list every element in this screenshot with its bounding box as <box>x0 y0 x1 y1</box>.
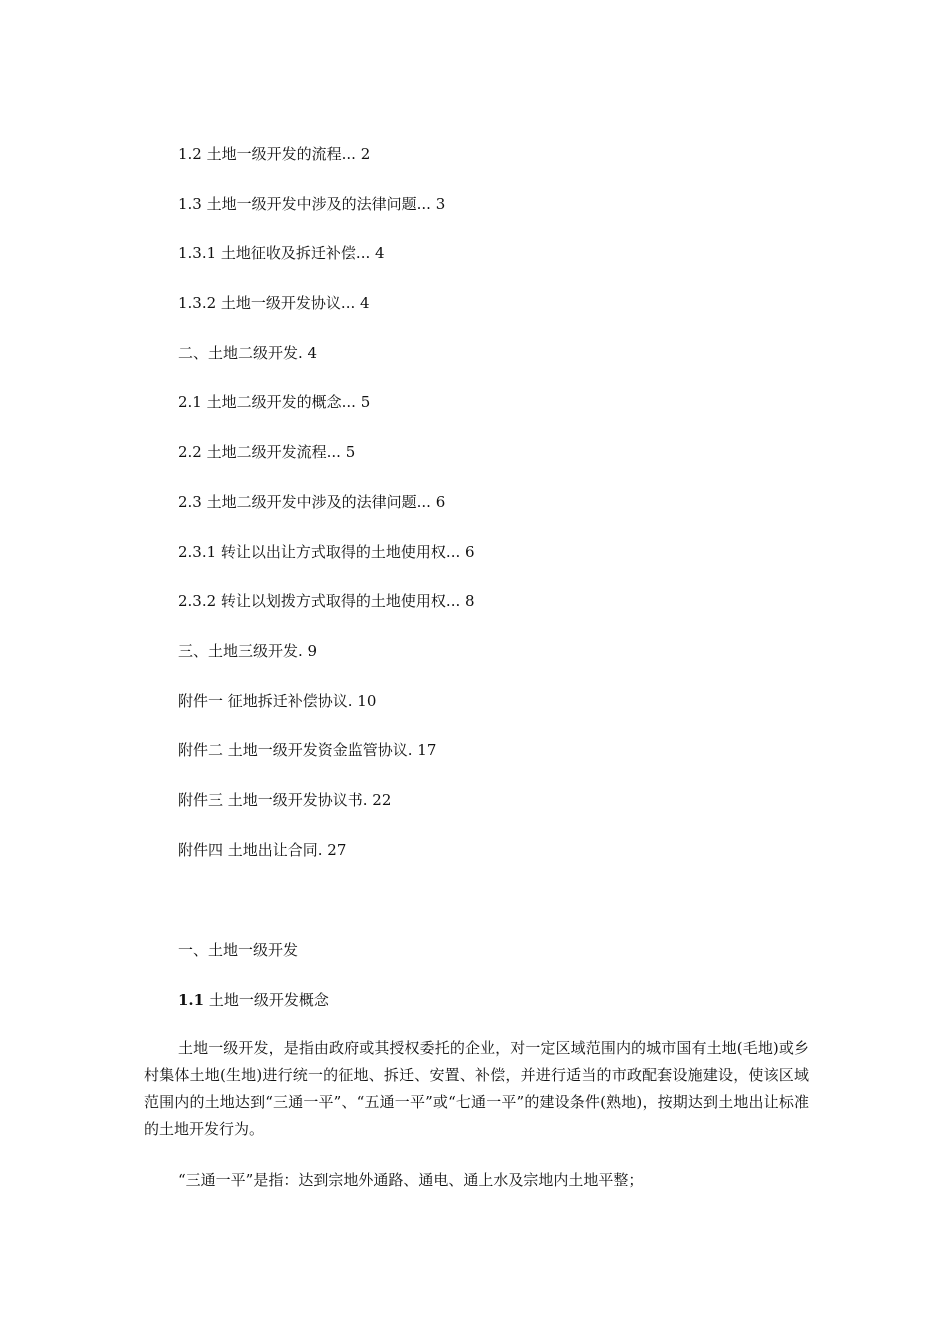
document-body <box>144 937 809 1194</box>
toc-entry: 1.3.1 土地征收及拆迁补偿... 4 <box>178 244 385 263</box>
toc-entry: 附件四 土地出让合同. 27 <box>178 840 347 859</box>
toc-entry: 附件二 土地一级开发资金监管协议. 17 <box>178 741 437 760</box>
toc-entry: 2.3.2 转让以划拨方式取得的土地使用权... 8 <box>178 592 475 611</box>
section-number: 1.1 <box>178 991 205 1009</box>
toc-entry: 1.2 土地一级开发的流程... 2 <box>178 145 371 163</box>
section-heading <box>178 987 809 1013</box>
three-connections-paragraph: “三通一平”是指：达到宗地外通路、通电、通上水及宗地内土地平整； <box>178 1171 644 1189</box>
toc-entry: 2.1 土地二级开发的概念... 5 <box>178 393 371 412</box>
toc-entry: 1.3 土地一级开发中涉及的法律问题... 3 <box>178 194 446 213</box>
toc-entry: 二、土地二级开发. 4 <box>178 343 318 362</box>
toc-entry: 2.2 土地二级开发流程... 5 <box>178 443 356 462</box>
toc-entry: 2.3.1 转让以出让方式取得的土地使用权... 6 <box>178 542 475 561</box>
definition-paragraph: 土地一级开发，是指由政府或其授权委托的企业，对一定区域范围内的城市国有土地(毛地)或乡村集体土地(生地)进行统一的征地、拆迁、安置、补偿，并进行适当的市政配套设施建设，使该区域范围内的土地达到“三通一平”、“五通一平”或“七通一平”的建设条件(熟地)，按期达到土地出让标准的土地开发行为。 <box>144 1039 809 1138</box>
section-title: 土地一级开发概念 <box>204 991 329 1009</box>
toc-entry: 2.3 土地二级开发中涉及的法律问题... 6 <box>178 492 446 511</box>
toc-entry: 三、土地三级开发. 9 <box>178 641 318 660</box>
chapter-heading: 一、土地一级开发 <box>178 941 299 959</box>
toc-entry: 附件一 征地拆迁补偿协议. 10 <box>178 691 377 710</box>
toc-entry: 附件三 土地一级开发协议书. 22 <box>178 790 392 809</box>
toc-entry: 1.3.2 土地一级开发协议... 4 <box>178 294 370 313</box>
table-of-contents <box>178 142 828 887</box>
